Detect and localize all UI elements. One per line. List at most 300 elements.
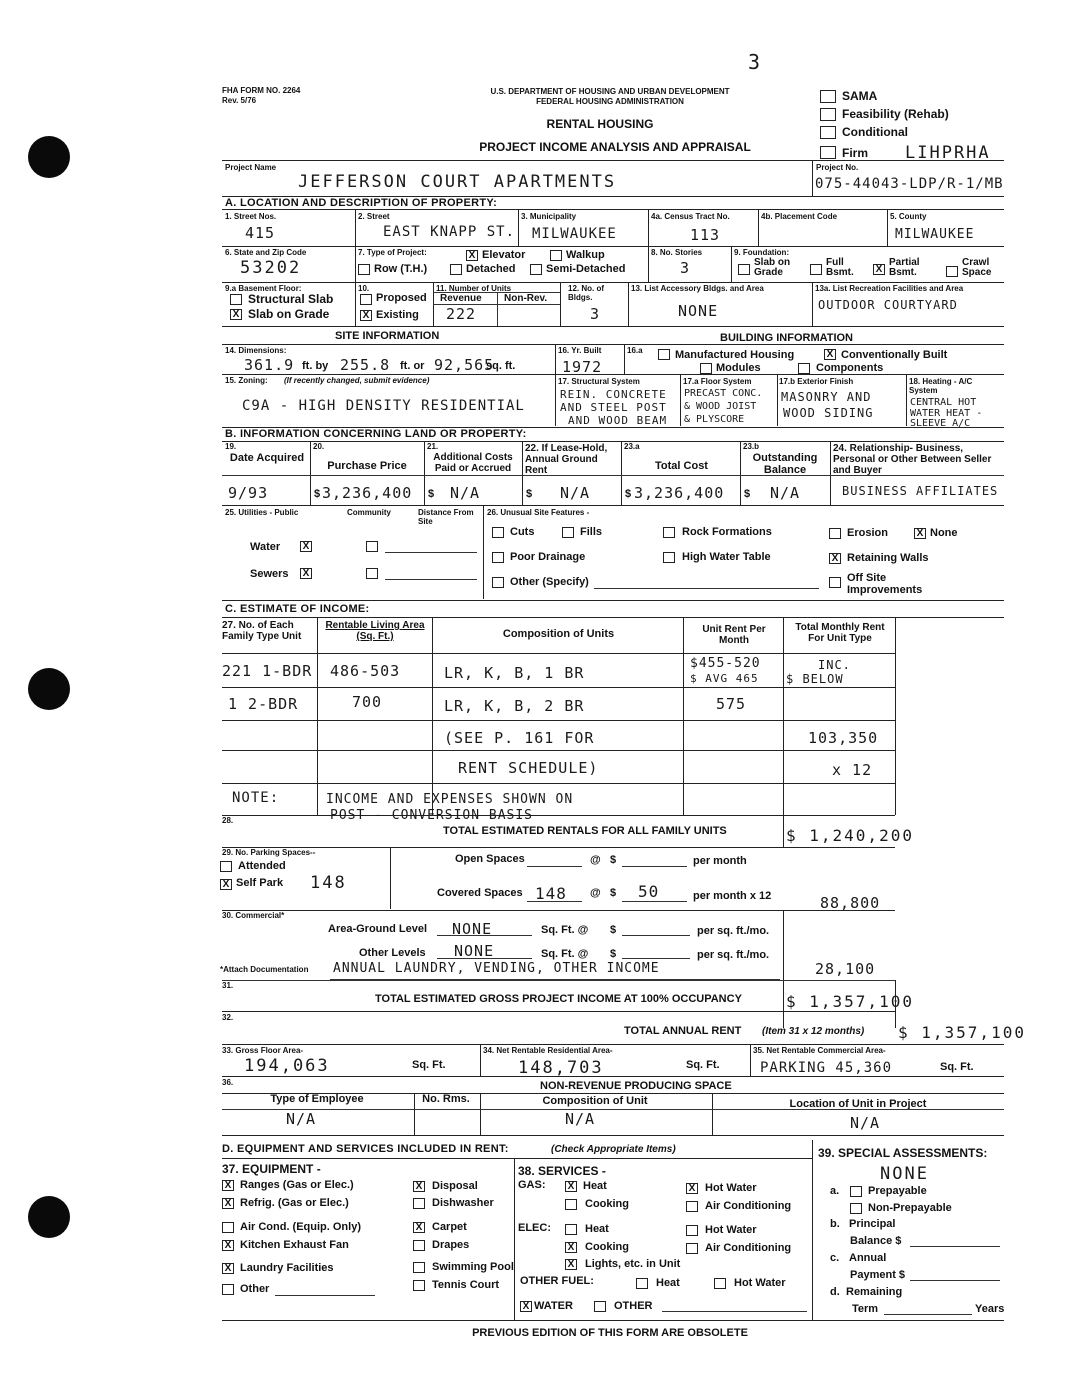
remaining-label: Remaining <box>846 1286 903 1298</box>
open-per-month: per month <box>693 855 747 867</box>
assess-a: a. <box>830 1185 840 1197</box>
carpet-label: Carpet <box>432 1221 467 1233</box>
gas-heat-label: Heat <box>583 1180 607 1192</box>
semi-detached-checkbox[interactable] <box>530 264 542 275</box>
high-water-checkbox[interactable] <box>663 552 675 563</box>
other-levels-label: Other Levels <box>359 947 426 959</box>
covered-spaces-label: Covered Spaces <box>437 887 523 899</box>
zoning-note: (If recently changed, submit evidence) <box>284 376 430 385</box>
annual-label: Annual <box>849 1252 887 1264</box>
attended-checkbox[interactable] <box>220 861 232 872</box>
outstanding-value: N/A <box>770 484 801 502</box>
composition-col-header: Composition of Units <box>502 628 615 640</box>
line-31: 31. <box>222 981 234 990</box>
section-d-title: D. EQUIPMENT AND SERVICES INCLUDED IN RENT: <box>222 1143 509 1155</box>
prepayable-checkbox[interactable] <box>850 1186 862 1197</box>
line-36: 36. <box>222 1078 234 1087</box>
retaining-walls-label: Retaining Walls <box>847 552 929 564</box>
nonrev-title: NON-REVENUE PRODUCING SPACE <box>540 1080 732 1092</box>
feasibility-label: Feasibility (Rehab) <box>842 107 949 121</box>
structural-slab-label: Structural Slab <box>248 292 334 306</box>
self-park-label: Self Park <box>236 877 284 889</box>
components-label: Components <box>816 362 884 374</box>
pool-label: Swimming Pool <box>432 1261 514 1273</box>
date-acquired-value: 9/93 <box>228 484 269 502</box>
revenue-units-value: 222 <box>446 305 477 323</box>
year-built-value: 1972 <box>562 358 603 376</box>
site-info-heading: SITE INFORMATION <box>335 330 440 342</box>
structural-system-value-3: AND WOOD BEAM <box>568 414 668 427</box>
bldgs-value: 3 <box>590 305 601 323</box>
water-public-checkbox[interactable]: X <box>300 541 312 552</box>
date-acquired-label: Date Acquired <box>229 452 305 464</box>
full-basement-checkbox[interactable] <box>810 264 822 275</box>
slab-on-grade-checkbox[interactable] <box>738 264 750 275</box>
zoning-value: C9A - HIGH DENSITY RESIDENTIAL <box>242 398 525 414</box>
gas-hot-water-checkbox[interactable]: X <box>686 1183 698 1194</box>
firm-checkbox[interactable] <box>820 146 836 159</box>
air-cond-equip-checkbox[interactable] <box>222 1222 234 1233</box>
structural-slab-checkbox[interactable] <box>230 294 242 305</box>
other-fuel-label: OTHER FUEL: <box>520 1275 594 1287</box>
form-number: FHA FORM NO. 2264 <box>222 86 301 95</box>
project-number-value: 075-44043-LDP/R-1/MB <box>815 176 1004 192</box>
row1-rent-avg: $ AVG 465 <box>690 672 759 685</box>
conventional-label: Conventionally Built <box>841 349 948 361</box>
other-fuel-heat-checkbox[interactable] <box>636 1278 648 1289</box>
row2-area: 700 <box>352 693 383 711</box>
semi-detached-label: Semi-Detached <box>546 263 626 275</box>
ground-rent-label: 22. If Lease-Hold, Annual Ground Rent <box>525 443 608 476</box>
laundry-label: Laundry Facilities <box>240 1262 334 1274</box>
elec-air-cond-label: Air Conditioning <box>705 1242 792 1254</box>
rock-label: Rock Formations <box>682 526 772 538</box>
row4-total: x 12 <box>832 761 873 779</box>
assess-d: d. <box>830 1286 840 1298</box>
additional-costs-value: N/A <box>450 484 481 502</box>
feasibility-checkbox[interactable] <box>820 108 836 121</box>
tennis-checkbox[interactable] <box>413 1280 425 1291</box>
foundation-label: 9. Foundation: <box>734 248 790 257</box>
row-th-label: Row (T.H.) <box>374 263 428 275</box>
drapes-checkbox[interactable] <box>413 1240 425 1251</box>
other-levels-value: NONE <box>454 942 495 960</box>
water-community-checkbox[interactable] <box>366 541 378 552</box>
ft-by-label: ft. by <box>302 360 329 372</box>
section-a-title: A. LOCATION AND DESCRIPTION OF PROPERTY: <box>225 197 498 209</box>
balance-label: Balance $ <box>850 1235 902 1247</box>
row3-comp: (SEE P. 161 FOR <box>444 729 595 747</box>
annual-rent-note: (Item 31 x 12 months) <box>762 1026 865 1037</box>
ground-rent-value: N/A <box>560 484 591 502</box>
gross-floor-sqft: Sq. Ft. <box>412 1059 446 1071</box>
floor-system-value-3: & PLYSCORE <box>684 414 745 425</box>
dimensions-label: 14. Dimensions: <box>225 346 287 355</box>
covered-at: @ <box>590 887 601 899</box>
form-title-main: PROJECT INCOME ANALYSIS AND APPRAISAL <box>479 140 751 154</box>
elec-air-cond-checkbox[interactable] <box>686 1243 698 1254</box>
no-rms-header: No. Rms. <box>422 1093 470 1105</box>
nonrev-location-value: N/A <box>850 1114 881 1132</box>
existing-label: Existing <box>376 309 419 321</box>
project-name-value: JEFFERSON COURT APARTMENTS <box>298 172 617 192</box>
utilities-label: 25. Utilities - Public <box>225 508 299 517</box>
laundry-checkbox[interactable]: X <box>222 1263 234 1274</box>
annual-rent-label: TOTAL ANNUAL RENT <box>624 1025 742 1037</box>
exterior-finish-value-2: WOOD SIDING <box>783 406 874 420</box>
nonrev-label: Non-Rev. <box>504 293 548 304</box>
form-title-rental: RENTAL HOUSING <box>546 117 654 131</box>
stories-value: 3 <box>680 259 691 277</box>
date-acquired-num: 19. <box>225 442 237 451</box>
additional-costs-label: Additional Costs Paid or Accrued <box>433 452 513 474</box>
project-number-label: Project No. <box>816 163 859 172</box>
dishwasher-checkbox[interactable] <box>413 1198 425 1209</box>
sama-label: SAMA <box>842 89 878 103</box>
type-employee-header: Type of Employee <box>270 1093 364 1105</box>
principal-label: Principal <box>849 1218 896 1230</box>
row1-total-below: $ BELOW <box>786 672 844 686</box>
area-ground-label: Area-Ground Level <box>328 923 428 935</box>
building-info-heading: BUILDING INFORMATION <box>720 332 854 344</box>
structural-system-value-1: REIN. CONCRETE <box>560 388 667 401</box>
floor-system-label: 17.a Floor System <box>683 377 752 386</box>
street-nos-label: 1. Street Nos. <box>225 212 277 221</box>
area-ground-value: NONE <box>452 920 493 938</box>
municipality-label: 3. Municipality <box>521 212 577 221</box>
row2-comp: LR, K, B, 2 BR <box>444 697 585 715</box>
total-cost-value: 3,236,400 <box>634 484 725 502</box>
payment-label: Payment $ <box>850 1269 906 1281</box>
ground-sqft-at: Sq. Ft. @ <box>541 924 589 936</box>
other-equipment-checkbox[interactable] <box>222 1284 234 1295</box>
refrig-label: Refrig. (Gas or Elec.) <box>240 1197 349 1209</box>
open-at: @ <box>590 854 601 866</box>
site-features-label: 26. Unusual Site Features - <box>487 508 590 517</box>
outstanding-dollar: $ <box>744 488 751 500</box>
gross-income-label: TOTAL ESTIMATED GROSS PROJECT INCOME AT 100% OCCUPANCY <box>375 993 742 1005</box>
ground-rent-dollar: $ <box>526 488 533 500</box>
punch-hole-bottom <box>28 1196 70 1238</box>
page-mark: 3 <box>748 50 762 74</box>
slab-grade-label: Slab on Grade <box>248 307 330 321</box>
net-commercial-value: PARKING 45,360 <box>760 1060 893 1076</box>
street-label: 2. Street <box>358 212 390 221</box>
addl-dollar: $ <box>428 488 435 500</box>
elec-label: ELEC: <box>518 1222 551 1234</box>
partial-basement-checkbox[interactable]: X <box>873 264 885 275</box>
conditional-checkbox[interactable] <box>820 126 836 139</box>
total-cost-dollar: $ <box>625 488 632 500</box>
walkup-label: Walkup <box>566 249 605 261</box>
municipality-value: MILWAUKEE <box>532 226 617 242</box>
covered-per-month: per month x 12 <box>693 890 772 902</box>
ground-per-sqft: per sq. ft./mo. <box>697 925 770 937</box>
conventional-checkbox[interactable]: X <box>824 349 836 360</box>
components-checkbox[interactable] <box>798 363 810 374</box>
full-basement-label: Full Bsmt. <box>826 257 854 278</box>
net-residential-label: 34. Net Rentable Residential Area- <box>483 1046 613 1055</box>
exterior-finish-value-1: MASONRY AND <box>781 390 872 404</box>
water-label: Water <box>250 541 281 553</box>
outstanding-num: 23.b <box>743 442 760 451</box>
form-revision: Rev. 5/76 <box>222 96 257 105</box>
air-cond-equip-label: Air Cond. (Equip. Only) <box>240 1221 361 1233</box>
detached-label: Detached <box>466 263 516 275</box>
heating-value-2: WATER HEAT - <box>910 408 983 419</box>
row1-total: INC. <box>818 658 851 672</box>
elec-cooking-label: Cooking <box>585 1241 629 1253</box>
erosion-checkbox[interactable] <box>829 528 841 539</box>
modules-checkbox[interactable] <box>700 363 712 374</box>
area-col-header: Rentable Living Area (Sq. Ft.) <box>325 620 425 642</box>
carpet-checkbox[interactable]: X <box>413 1222 425 1233</box>
section-b-title: B. INFORMATION CONCERNING LAND OR PROPERTY: <box>225 428 527 440</box>
modules-label: Modules <box>716 362 761 374</box>
net-residential-sqft: Sq. Ft. <box>686 1059 720 1071</box>
row1-units: 221 1-BDR <box>222 662 313 680</box>
section-d-note: (Check Appropriate Items) <box>551 1144 676 1155</box>
gross-income-value: $ 1,357,100 <box>786 992 914 1011</box>
firm-label: Firm <box>842 146 869 160</box>
floor-system-value-2: & WOOD JOIST <box>684 401 757 412</box>
county-value: MILWAUKEE <box>895 227 975 242</box>
exterior-finish-label: 17.b Exterior Finish <box>779 377 854 386</box>
ft-or-label: ft. or <box>400 360 425 372</box>
attach-doc-label: *Attach Documentation <box>220 965 309 974</box>
parking-label: 29. No. Parking Spaces-- <box>222 848 316 857</box>
accessory-bldgs-value: NONE <box>678 302 719 320</box>
note-label: NOTE: <box>232 790 280 806</box>
location-unit-header: Location of Unit in Project <box>789 1098 927 1110</box>
state-zip-label: 6. State and Zip Code <box>225 248 307 257</box>
section-c-title: C. ESTIMATE OF INCOME: <box>225 603 370 615</box>
net-residential-value: 148,703 <box>518 1058 604 1078</box>
net-commercial-sqft: Sq. Ft. <box>940 1061 974 1073</box>
dimensions-value-a: 361.9 <box>244 356 295 374</box>
slab-grade-checkbox[interactable]: X <box>230 309 242 320</box>
other-service-label: OTHER <box>614 1300 653 1312</box>
fills-label: Fills <box>580 526 603 538</box>
footer-note: PREVIOUS EDITION OF THIS FORM ARE OBSOLETE <box>472 1327 748 1339</box>
elevator-label: Elevator <box>482 249 526 261</box>
attended-label: Attended <box>238 860 286 872</box>
ranges-checkbox[interactable]: X <box>222 1180 234 1191</box>
water-service-checkbox[interactable]: X <box>520 1301 532 1312</box>
distance-label: Distance From Site <box>418 508 474 526</box>
elec-hot-water-checkbox[interactable] <box>686 1225 698 1236</box>
year-built-label: 16. Yr. Built <box>558 346 602 355</box>
additional-costs-num: 21. <box>427 442 439 451</box>
gas-hot-water-label: Hot Water <box>705 1182 757 1194</box>
nonrev-type-value: N/A <box>286 1110 317 1128</box>
lights-checkbox[interactable]: X <box>565 1259 577 1270</box>
elec-heat-checkbox[interactable] <box>565 1224 577 1235</box>
slab-on-grade-label: Slab on Grade <box>754 257 791 278</box>
elevator-checkbox[interactable]: X <box>466 250 478 261</box>
outstanding-label: Outstanding Balance <box>752 452 818 476</box>
none-checkbox[interactable]: X <box>914 528 926 539</box>
total-cost-label: Total Cost <box>655 460 708 472</box>
dishwasher-label: Dishwasher <box>432 1197 494 1209</box>
prepayable-label: Prepayable <box>868 1185 927 1197</box>
proposed-checkbox[interactable] <box>360 294 372 305</box>
dimensions-value-c: 92,565 <box>434 356 495 374</box>
disposal-checkbox[interactable]: X <box>413 1181 425 1192</box>
erosion-label: Erosion <box>847 527 888 539</box>
row2-units: 1 2-BDR <box>228 695 299 713</box>
elec-cooking-checkbox[interactable]: X <box>565 1242 577 1253</box>
street-nos-value: 415 <box>245 224 276 242</box>
rock-checkbox[interactable] <box>663 527 675 538</box>
sama-checkbox[interactable] <box>820 90 836 103</box>
sq-ft-label: sq. ft. <box>486 360 516 372</box>
disposal-label: Disposal <box>432 1180 478 1192</box>
covered-rate-value: 50 <box>638 882 660 901</box>
special-assessments-label: 39. SPECIAL ASSESSMENTS: <box>818 1146 988 1160</box>
crawl-space-checkbox[interactable] <box>946 266 958 277</box>
sewers-label: Sewers <box>250 568 289 580</box>
heating-label: 18. Heating - A/C System <box>909 377 973 395</box>
census-tract-value: 113 <box>690 226 721 244</box>
units-col-header: 27. No. of Each Family Type Unit <box>222 620 302 642</box>
walkup-checkbox[interactable] <box>550 250 562 261</box>
state-zip-value: 53202 <box>240 258 302 278</box>
rent-col-header: Unit Rent Per Month <box>702 624 766 646</box>
refrig-checkbox[interactable]: X <box>222 1198 234 1209</box>
commercial-label: 30. Commercial* <box>222 911 285 920</box>
other-per-sqft: per sq. ft./mo. <box>697 949 770 961</box>
gas-label: GAS: <box>518 1179 546 1191</box>
total-rentals-value: $ 1,240,200 <box>786 826 914 845</box>
annual-rent-value: $ 1,357,100 <box>898 1023 1026 1042</box>
retaining-walls-checkbox[interactable]: X <box>829 553 841 564</box>
high-water-label: High Water Table <box>682 551 771 563</box>
structural-system-label: 17. Structural System <box>558 377 640 386</box>
manufactured-label: Manufactured Housing <box>675 349 795 361</box>
row4-comp: RENT SCHEDULE) <box>458 759 599 777</box>
sewers-community-checkbox[interactable] <box>366 568 378 579</box>
row-th-checkbox[interactable] <box>358 264 370 275</box>
manufactured-checkbox[interactable] <box>658 349 670 360</box>
accessory-bldgs-label: 13. List Accessory Bldgs. and Area <box>631 284 764 293</box>
county-label: 5. County <box>890 212 927 221</box>
offsite-checkbox[interactable] <box>829 577 841 588</box>
self-park-value: 148 <box>310 873 347 893</box>
partial-basement-label: Partial Bsmt. <box>889 257 920 278</box>
street-value: EAST KNAPP ST. <box>383 224 516 240</box>
special-assessments-value: NONE <box>880 1164 929 1184</box>
proposed-label: Proposed <box>376 292 427 304</box>
ranges-label: Ranges (Gas or Elec.) <box>240 1179 354 1191</box>
units-label: 11. Number of Units <box>436 284 512 293</box>
services-label: 38. SERVICES - <box>518 1164 606 1178</box>
open-spaces-label: Open Spaces <box>455 853 525 865</box>
conditional-label: Conditional <box>842 125 908 139</box>
gross-floor-value: 194,063 <box>244 1056 330 1076</box>
detached-checkbox[interactable] <box>450 264 462 275</box>
structural-system-value-2: AND STEEL POST <box>560 401 667 414</box>
water-service-label: WATER <box>534 1300 573 1312</box>
purchase-price-value: 3,236,400 <box>322 484 413 502</box>
firm-value: LIHPRHA <box>905 143 991 163</box>
census-tract-label: 4a. Census Tract No. <box>651 212 730 221</box>
offsite-label: Off Site Improvements <box>847 572 923 596</box>
tennis-label: Tennis Court <box>432 1279 500 1291</box>
lights-label: Lights, etc. in Unit <box>585 1258 681 1270</box>
cuts-label: Cuts <box>510 526 535 538</box>
project-name-label: Project Name <box>225 163 277 172</box>
note-line-1: INCOME AND EXPENSES SHOWN ON <box>326 792 574 807</box>
punch-hole-top <box>28 136 70 178</box>
department-name: U.S. DEPARTMENT OF HOUSING AND URBAN DEVELOPMENT <box>490 87 730 96</box>
elec-hot-water-label: Hot Water <box>705 1224 757 1236</box>
other-feature-checkbox[interactable] <box>492 577 504 588</box>
self-park-checkbox[interactable]: X <box>220 879 232 890</box>
gas-cooking-label: Cooking <box>585 1198 629 1210</box>
placement-code-label: 4b. Placement Code <box>761 212 838 221</box>
sewers-public-checkbox[interactable]: X <box>300 568 312 579</box>
covered-dollar: $ <box>610 887 617 899</box>
parking-total-value: 88,800 <box>820 894 881 912</box>
line-28: 28. <box>222 816 234 825</box>
open-dollar: $ <box>610 854 617 866</box>
total-rentals-label: TOTAL ESTIMATED RENTALS FOR ALL FAMILY UNITS <box>443 825 727 837</box>
elec-heat-label: Heat <box>585 1223 609 1235</box>
line-32: 32. <box>222 1013 234 1022</box>
net-commercial-label: 35. Net Rentable Commercial Area- <box>753 1046 886 1055</box>
poor-drainage-checkbox[interactable] <box>492 552 504 563</box>
nonprepayable-checkbox[interactable] <box>850 1203 862 1214</box>
row1-comp: LR, K, B, 1 BR <box>444 664 585 682</box>
other-service-checkbox[interactable] <box>594 1301 606 1312</box>
row3-total: 103,350 <box>808 729 879 747</box>
status-label: 10. <box>358 284 370 293</box>
covered-spaces-value: 148 <box>535 884 567 903</box>
bldgs-label: 12. No. of Bldgs. <box>568 284 605 302</box>
gas-air-cond-label: Air Conditioning <box>705 1200 792 1212</box>
years-label: Years <box>975 1303 1005 1315</box>
gas-cooking-checkbox[interactable] <box>565 1199 577 1210</box>
relationship-value: BUSINESS AFFILIATES <box>842 484 999 498</box>
floor-system-value-1: PRECAST CONC. <box>684 388 763 399</box>
exhaust-fan-label: Kitchen Exhaust Fan <box>240 1239 349 1251</box>
exhaust-fan-checkbox[interactable]: X <box>222 1240 234 1251</box>
other-equipment-label: Other <box>240 1283 270 1295</box>
gas-air-cond-checkbox[interactable] <box>686 1201 698 1212</box>
row2-rent: 575 <box>716 695 747 713</box>
gross-floor-label: 33. Gross Floor Area- <box>222 1046 304 1055</box>
cuts-checkbox[interactable] <box>492 527 504 538</box>
relationship-label: 24. Relationship- Business, Personal or Other Between Seller and Buyer <box>833 443 992 476</box>
gas-heat-checkbox[interactable]: X <box>565 1181 577 1192</box>
assess-c: c. <box>830 1252 840 1264</box>
none-label: None <box>930 527 958 539</box>
pool-checkbox[interactable] <box>413 1262 425 1273</box>
existing-checkbox[interactable]: X <box>360 310 372 321</box>
recreation-label: 13a. List Recreation Facilities and Area <box>815 284 964 293</box>
fills-checkbox[interactable] <box>562 527 574 538</box>
other-dollar: $ <box>610 948 617 960</box>
equipment-label: 37. EQUIPMENT - <box>222 1162 321 1176</box>
community-label: Community <box>347 508 391 517</box>
total-cost-num: 23.a <box>624 442 640 451</box>
row1-rent: $455-520 <box>690 656 761 671</box>
total-col-header: Total Monthly Rent For Unit Type <box>795 622 885 644</box>
other-fuel-heat-label: Heat <box>656 1277 680 1289</box>
revenue-label: Revenue <box>440 293 482 304</box>
other-fuel-hot-water-checkbox[interactable] <box>714 1278 726 1289</box>
